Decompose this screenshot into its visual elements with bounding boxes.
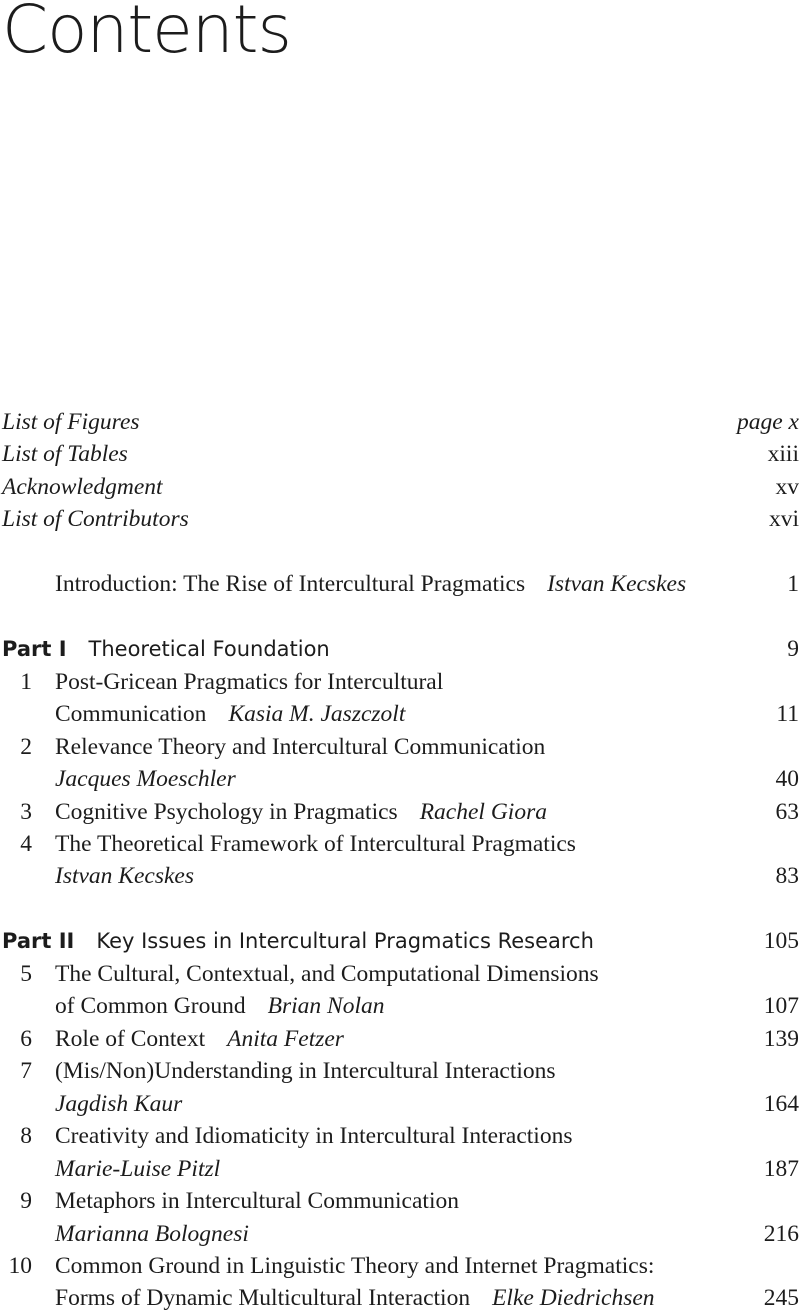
toc-chapter-10-cont[interactable]: [0, 1282, 800, 1314]
chapter-title: Metaphors in Intercultural Communication: [55, 1188, 459, 1214]
toc-chapter-10[interactable]: [0, 1250, 800, 1282]
toc-page-number: 11: [776, 701, 799, 727]
toc-page-number: 139: [763, 1026, 799, 1052]
chapter-author: Kasia M. Jaszczolt: [228, 701, 406, 727]
chapter-title: Post-Gricean Pragmatics for Intercultural: [55, 669, 444, 695]
toc-page-number: 63: [775, 799, 799, 825]
chapter-author: Anita Fetzer: [227, 1026, 344, 1052]
toc-chapter-9-cont[interactable]: [0, 1218, 800, 1250]
part-heading: [2, 633, 330, 665]
toc-page-number: 105: [763, 928, 799, 954]
toc-entry-list-of-figures[interactable]: [0, 406, 800, 438]
page-title: Contents: [2, 0, 291, 68]
chapter-author: Marianna Bolognesi: [55, 1221, 249, 1247]
toc-chapter-4[interactable]: [0, 828, 800, 860]
part-label: Part II: [2, 929, 75, 953]
toc-chapter-2[interactable]: [0, 731, 800, 763]
toc-page-number: xvi: [768, 506, 799, 532]
toc-chapter-2-cont[interactable]: [0, 763, 800, 795]
toc-page-number: 9: [787, 636, 799, 662]
toc-chapter-7-cont[interactable]: [0, 1088, 800, 1120]
toc-entry-label: List of Tables: [2, 441, 128, 467]
chapter-author: Marie-Luise Pitzl: [55, 1156, 221, 1182]
toc-chapter-6[interactable]: [0, 1023, 800, 1055]
chapter-title: Cognitive Psychology in Pragmatics Rachel Giora: [55, 799, 547, 825]
chapter-title: The Cultural, Contextual, and Computational Dimensions: [55, 961, 599, 987]
chapter-title: Creativity and Idiomaticity in Intercultural Interactions: [55, 1123, 573, 1149]
toc-chapter-1[interactable]: [0, 666, 800, 698]
toc-entry-label: List of Contributors: [2, 506, 189, 532]
toc-entry-acknowledgment[interactable]: [0, 471, 800, 503]
chapter-number: 2: [20, 734, 32, 760]
toc-page-number: page x: [737, 409, 799, 435]
toc-page-number: 83: [775, 863, 799, 889]
toc-chapter-5[interactable]: [0, 958, 800, 990]
toc-entry-author: Istvan Kecskes: [547, 571, 687, 597]
toc-part-heading-2[interactable]: [0, 925, 800, 957]
toc-page-number: 40: [775, 766, 799, 792]
toc-page-number: 187: [763, 1156, 799, 1182]
chapter-number: 7: [20, 1058, 32, 1084]
chapter-number: 8: [20, 1123, 32, 1149]
chapter-title: (Mis/Non)Understanding in Intercultural Interactions: [55, 1058, 556, 1084]
chapter-author: Jagdish Kaur: [55, 1091, 183, 1117]
chapter-number: 9: [20, 1188, 32, 1214]
chapter-title: Role of Context Anita Fetzer: [55, 1026, 344, 1052]
part-title: Theoretical Foundation: [88, 637, 330, 661]
toc-page-number: 216: [763, 1221, 799, 1247]
toc-entry-introduction[interactable]: [0, 568, 800, 600]
chapter-title-cont: of Common Ground Brian Nolan: [55, 993, 385, 1019]
chapter-number: 6: [20, 1026, 32, 1052]
toc-entry-label: Acknowledgment: [2, 474, 163, 500]
chapter-number: 4: [20, 831, 32, 857]
chapter-title: The Theoretical Framework of Intercultural Pragmatics: [55, 831, 576, 857]
toc-chapter-9[interactable]: [0, 1185, 800, 1217]
chapter-number: 3: [20, 799, 32, 825]
part-title: Key Issues in Intercultural Pragmatics Research: [96, 929, 594, 953]
toc-chapter-1-cont[interactable]: [0, 698, 800, 730]
chapter-title: Relevance Theory and Intercultural Communication: [55, 734, 546, 760]
chapter-number: 1: [20, 669, 32, 695]
toc-page-number: 1: [787, 571, 799, 597]
toc-page-number: 107: [763, 993, 799, 1019]
toc-page-number: 245: [763, 1285, 799, 1311]
toc-chapter-8-cont[interactable]: [0, 1153, 800, 1185]
chapter-title-cont: Forms of Dynamic Multicultural Interaction Elke Diedrichsen: [55, 1285, 655, 1311]
toc-entry-label: List of Figures: [2, 409, 140, 435]
chapter-author: Elke Diedrichsen: [492, 1285, 655, 1311]
chapter-author: Istvan Kecskes: [55, 863, 194, 889]
chapter-number: 10: [8, 1253, 32, 1279]
chapter-title: Common Ground in Linguistic Theory and Internet Pragmatics:: [55, 1253, 655, 1279]
toc-chapter-4-cont[interactable]: [0, 860, 800, 892]
chapter-title-cont: Communication Kasia M. Jaszczolt: [55, 701, 406, 727]
toc-part-heading-1[interactable]: [0, 633, 800, 665]
toc-page-number: xiii: [767, 441, 799, 467]
toc-entry-title: Introduction: The Rise of Intercultural Pragmatics Istvan Kecskes: [55, 571, 687, 597]
part-heading: [2, 925, 594, 957]
toc-entry-list-of-tables[interactable]: [0, 438, 800, 470]
toc-entry-list-of-contributors[interactable]: [0, 503, 800, 535]
toc-chapter-8[interactable]: [0, 1120, 800, 1152]
toc-chapter-3[interactable]: [0, 796, 800, 828]
toc-chapter-7[interactable]: [0, 1055, 800, 1087]
chapter-number: 5: [20, 961, 32, 987]
toc-page-number: 164: [763, 1091, 799, 1117]
chapter-author: Jacques Moeschler: [55, 766, 236, 792]
toc-page-number: xv: [775, 474, 799, 500]
chapter-author: Rachel Giora: [419, 799, 547, 825]
part-label: Part I: [2, 637, 67, 661]
toc-chapter-5-cont[interactable]: [0, 990, 800, 1022]
chapter-author: Brian Nolan: [267, 993, 385, 1019]
